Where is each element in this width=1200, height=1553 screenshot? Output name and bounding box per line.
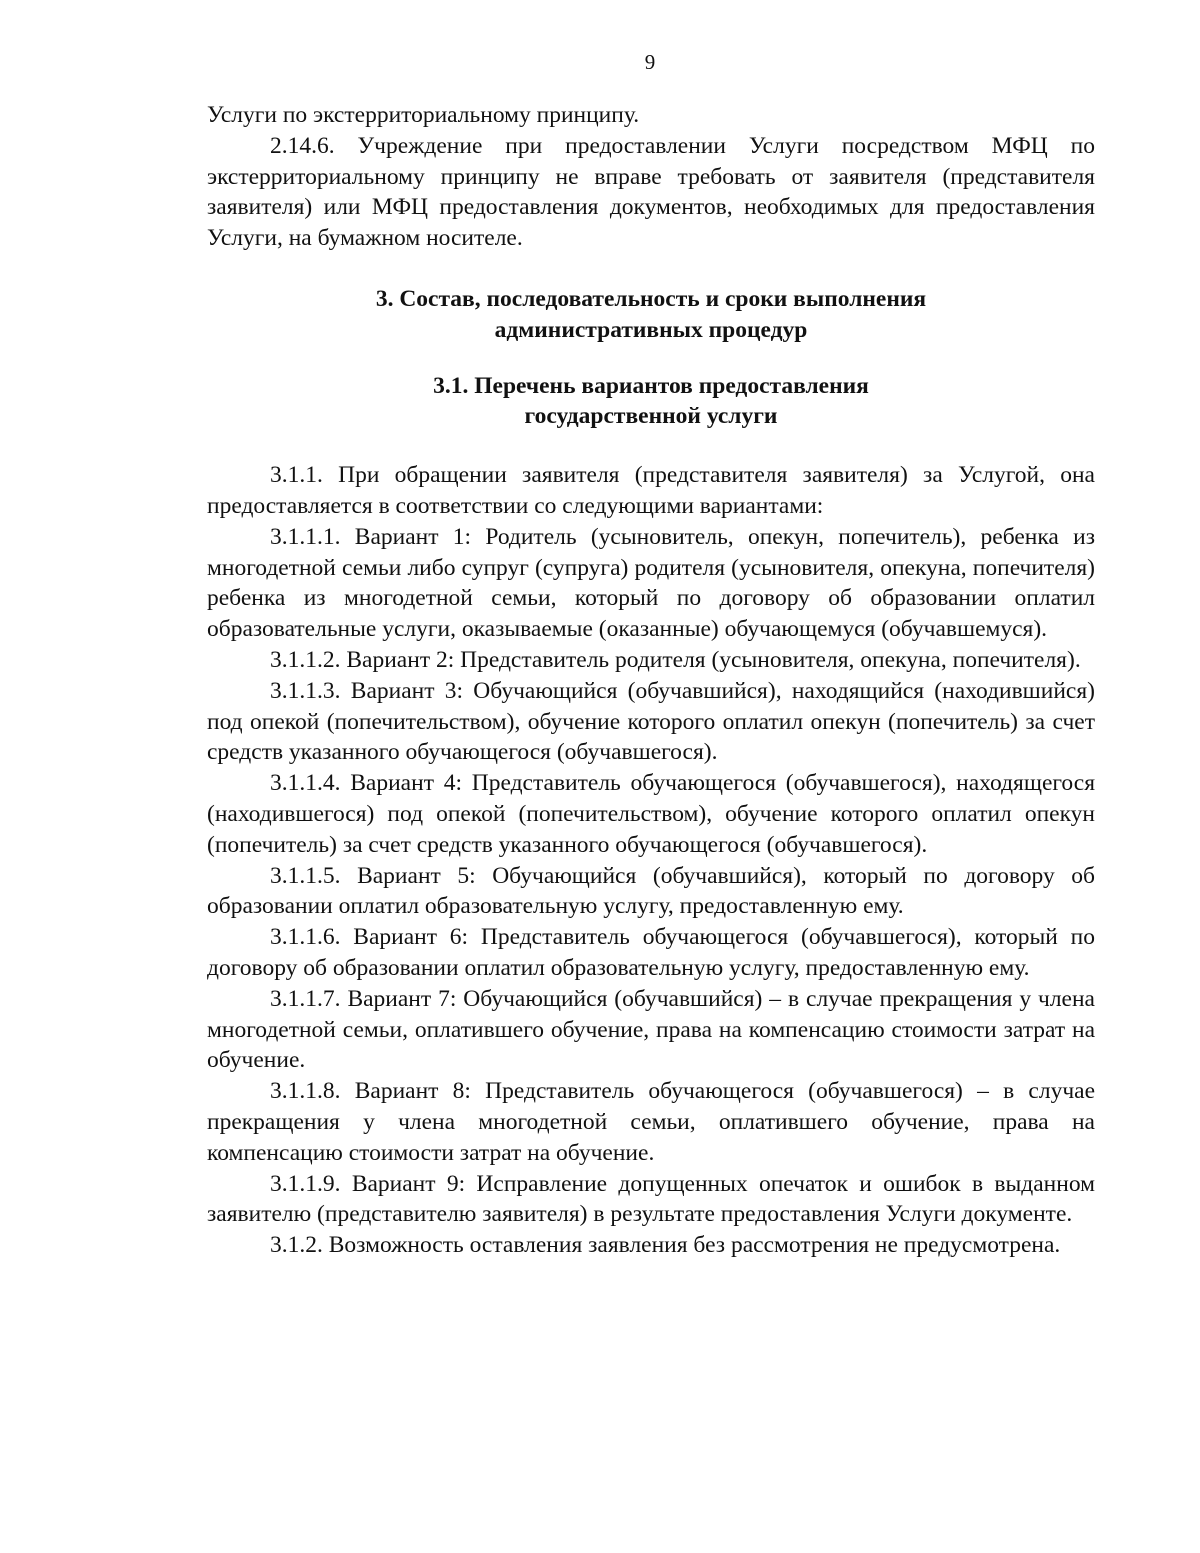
section-3-1-heading <box>207 371 1095 433</box>
paragraph-3-1-2: 3.1.2. Возможность оставления заявления без рассмотрения не предусмотрена. <box>270 1232 1061 1259</box>
paragraph-2-14-6: 2.14.6. Учреждение при предоставлении Услуги посредством МФЦ по экстерриториальному принципу не вправе требовать от заявителя (представителя заявителя) или МФЦ предоставления документов, необходимых для предоставления Услуги, на бумажном носителе. <box>207 132 1095 252</box>
section-3-heading <box>207 284 1095 346</box>
paragraph-variant-6: 3.1.1.6. Вариант 6: Представитель обучающегося (обучавшегося), который по договору об образовании оплатил образовательную услугу, предоставленную ему. <box>207 924 1095 981</box>
document-body <box>207 100 1095 1261</box>
paragraph-3-1-1: 3.1.1. При обращении заявителя (представителя заявителя) за Услугой, она предоставляется в соответствии со следующими вариантами: <box>207 462 1095 519</box>
page-number: 9 <box>644 50 656 74</box>
paragraph-variant-1: 3.1.1.1. Вариант 1: Родитель (усыновитель, опекун, попечитель), ребенка из многодетной семьи либо супруг (супруга) родителя (усыновителя, опекуна, попечителя) ребенка из многодетной семьи, который по договору об образовании оплатил образовательные услуги, оказываемые (оказанные) обучающемуся (обучавшемуся). <box>207 523 1095 643</box>
paragraph-variant-8: 3.1.1.8. Вариант 8: Представитель обучающегося (обучавшегося) – в случае прекращения у члена многодетной семьи, оплатившего обучение, права на компенсацию стоимости затрат на обучение. <box>207 1078 1095 1166</box>
paragraph-variant-7: 3.1.1.7. Вариант 7: Обучающийся (обучавшийся) – в случае прекращения у члена многодетной семьи, оплатившего обучение, права на компенсацию стоимости затрат на обучение. <box>207 985 1095 1074</box>
paragraph-variant-5: 3.1.1.5. Вариант 5: Обучающийся (обучавшийся), который по договору об образовании оплатил образовательную услугу, предоставленную ему. <box>207 862 1095 920</box>
intro-continuation: Услуги по экстерриториальному принципу. <box>207 102 640 128</box>
paragraph-variant-2: 3.1.1.2. Вариант 2: Представитель родителя (усыновителя, опекуна, попечителя). <box>270 646 1081 673</box>
section-3-1-heading-line2: государственной услуги <box>524 403 778 430</box>
paragraph-variant-9: 3.1.1.9. Вариант 9: Исправление допущенных опечаток и ошибок в выданном заявителю (представителю заявителя) в результате предоставления Услуги документе. <box>207 1170 1095 1228</box>
paragraph-variant-3: 3.1.1.3. Вариант 3: Обучающийся (обучавшийся), находящийся (находившийся) под опекой (попечительством), обучение которого оплатил опекун (попечитель) за счет средств указанного обучающегося (обучавшегося). <box>207 677 1095 766</box>
section-3-heading-line1: 3. Состав, последовательность и сроки выполнения <box>375 285 927 312</box>
paragraph-variant-4: 3.1.1.4. Вариант 4: Представитель обучающегося (обучавшегося), находящегося (находившегося) под опекой (попечительством), обучение которого оплатил опекун (попечитель) за счет средств указанного обучающегося (обучавшегося). <box>207 770 1095 858</box>
section-3-heading-line2: административных процедур <box>494 316 808 343</box>
section-3-1-heading-line1: 3.1. Перечень вариантов предоставления <box>433 372 869 399</box>
